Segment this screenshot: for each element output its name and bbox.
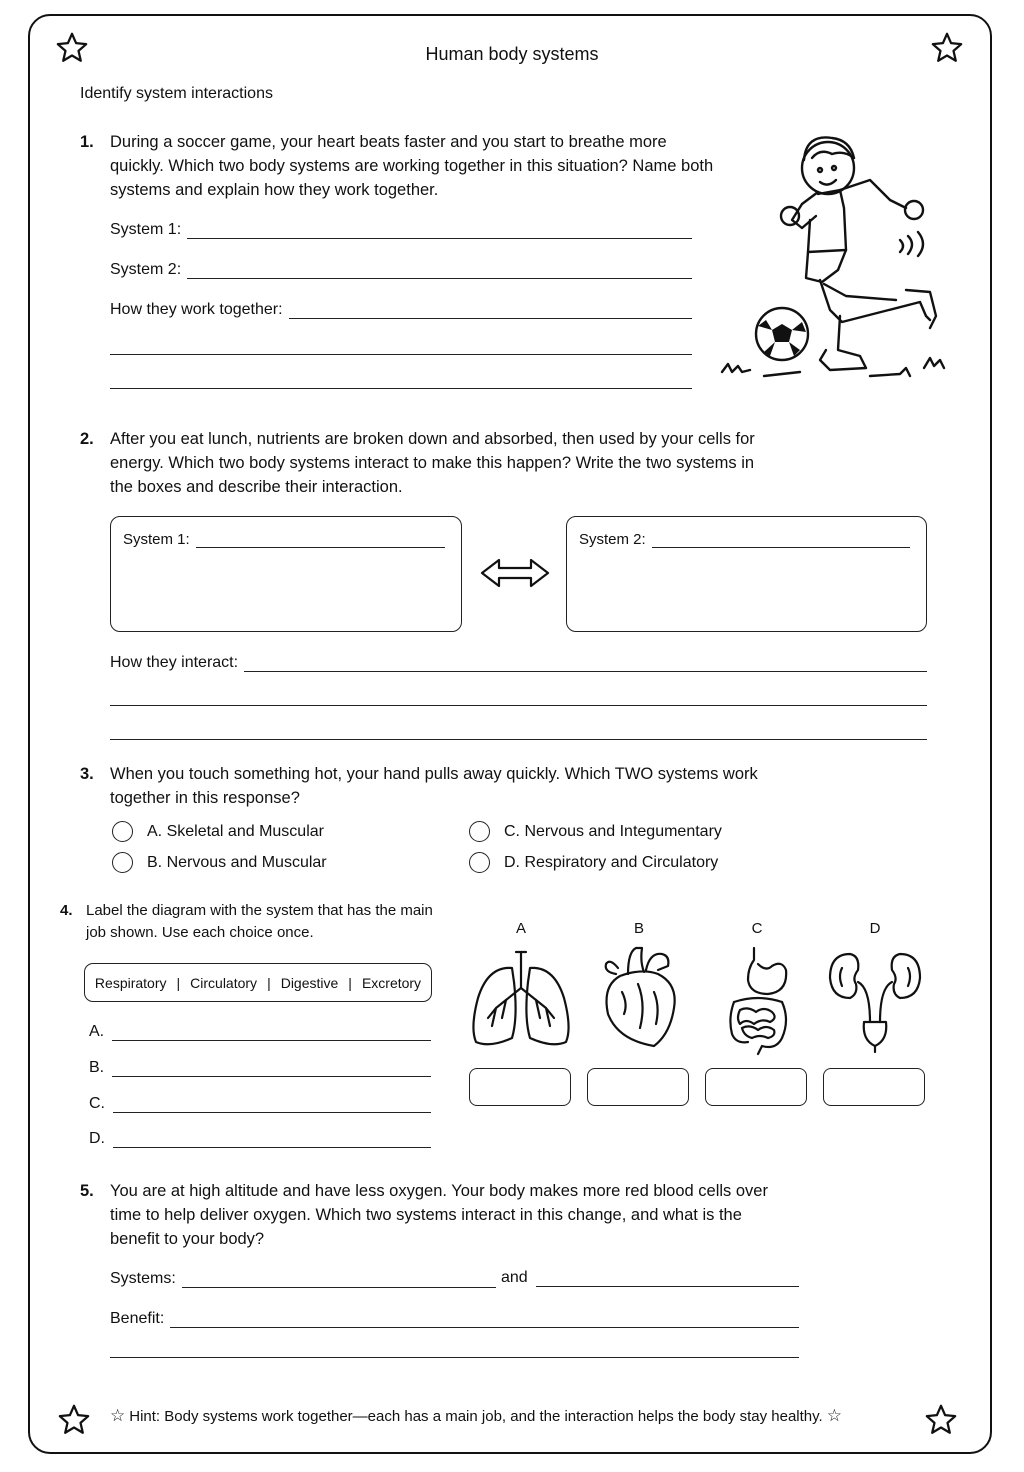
- diagram-letter: B: [633, 920, 644, 937]
- question-number: 2.: [80, 430, 94, 448]
- q1-explanation-field[interactable]: [110, 300, 692, 319]
- field-label: How they interact:: [110, 654, 239, 671]
- hint-text: Hint: Body systems work together—each has a main job, and the interaction helps the body stay healthy.: [129, 1407, 823, 1425]
- question-number: 5.: [80, 1182, 94, 1200]
- q2-system2-box[interactable]: [566, 516, 927, 632]
- double-arrow-icon: [479, 556, 551, 590]
- question-text: During a soccer game, your heart beats faster and you start to breathe more quickly. Which two body systems are working together in this situation? Name both systems and explain how they work together.: [110, 133, 714, 199]
- question-2: [80, 427, 780, 499]
- q4-answer-c[interactable]: [89, 1094, 431, 1113]
- word-bank-item: Respiratory: [94, 974, 167, 991]
- answer-letter: C.: [89, 1095, 105, 1112]
- q3-option-c[interactable]: [469, 821, 722, 842]
- field-label: System 1:: [110, 221, 182, 238]
- q3-option-d[interactable]: [469, 852, 718, 873]
- radio-circle[interactable]: [469, 821, 490, 842]
- question-1: [80, 130, 720, 202]
- q2-system1-field[interactable]: [123, 529, 445, 548]
- q4-answer-d[interactable]: [89, 1129, 431, 1148]
- field-label: Systems:: [110, 1270, 176, 1287]
- option-label: B. Nervous and Muscular: [147, 853, 327, 871]
- q3-option-a[interactable]: [112, 821, 324, 842]
- diagram-letter: A: [515, 920, 526, 937]
- q2-system1-box[interactable]: [110, 516, 462, 632]
- star-icon: [924, 1403, 958, 1437]
- q5-benefit-field[interactable]: [110, 1309, 799, 1328]
- question-text: After you eat lunch, nutrients are broken down and absorbed, then used by your cells for energy. Which two body systems interact to make this happen? Write the two systems in the boxes and describe their interaction.: [110, 430, 755, 496]
- field-label: Benefit:: [110, 1310, 165, 1327]
- field-label: System 2:: [110, 261, 182, 278]
- word-bank-item: Excretory: [361, 974, 422, 991]
- heart-icon: [598, 944, 682, 1052]
- question-3: [80, 762, 780, 810]
- answer-line[interactable]: [110, 739, 927, 740]
- option-label: D. Respiratory and Circulatory: [504, 853, 719, 871]
- diagram-letter: D: [869, 920, 881, 937]
- kidneys-icon: [826, 948, 924, 1054]
- word-bank: Respiratory | Circulatory | Digestive | Excretory: [84, 963, 432, 1002]
- diagram-label-box-a[interactable]: [469, 1068, 571, 1106]
- answer-letter: A.: [89, 1023, 105, 1040]
- star-icon: ☆: [110, 1406, 126, 1425]
- q2-system2-field[interactable]: [579, 529, 910, 548]
- diagram-letter: C: [751, 920, 763, 937]
- radio-circle[interactable]: [112, 821, 133, 842]
- digestive-tract-icon: [718, 946, 798, 1056]
- answer-letter: D.: [89, 1130, 105, 1147]
- lungs-icon: [468, 948, 574, 1050]
- field-label: System 2:: [579, 531, 646, 548]
- question-text: Label the diagram with the system that has the main job shown. Use each choice once.: [86, 902, 433, 941]
- and-label: and: [501, 1269, 528, 1286]
- question-number: 4.: [60, 902, 73, 919]
- answer-line[interactable]: [110, 354, 692, 355]
- q5-system2-line[interactable]: [536, 1286, 799, 1287]
- diagram-label-box-b[interactable]: [587, 1068, 689, 1106]
- answer-letter: B.: [89, 1059, 105, 1076]
- question-4: [60, 900, 440, 944]
- diagram-label-box-c[interactable]: [705, 1068, 807, 1106]
- field-label: How they work together:: [110, 301, 283, 318]
- option-label: A. Skeletal and Muscular: [147, 822, 324, 840]
- page-title: Human body systems: [425, 44, 599, 64]
- field-label: System 1:: [123, 531, 190, 548]
- word-bank-item: Circulatory: [190, 974, 258, 991]
- answer-line[interactable]: [110, 1357, 799, 1358]
- q1-system1-field[interactable]: [110, 220, 692, 239]
- q3-option-b[interactable]: [112, 852, 327, 873]
- question-number: 1.: [80, 133, 94, 151]
- answer-line[interactable]: [110, 388, 692, 389]
- diagram-label-box-d[interactable]: [823, 1068, 925, 1106]
- question-5: [80, 1179, 780, 1251]
- question-text: When you touch something hot, your hand pulls away quickly. Which TWO systems work together in this response?: [110, 765, 758, 807]
- page-subtitle: Identify system interactions: [80, 85, 273, 102]
- q4-answer-b[interactable]: [89, 1058, 431, 1077]
- question-number: 3.: [80, 765, 94, 783]
- q1-system2-field[interactable]: [110, 260, 692, 279]
- hint-footer: [106, 1406, 846, 1426]
- q2-interaction-field[interactable]: [110, 653, 927, 672]
- option-label: C. Nervous and Integumentary: [504, 822, 722, 840]
- star-icon: [57, 1403, 91, 1437]
- q4-answer-a[interactable]: [89, 1022, 431, 1041]
- answer-line[interactable]: [110, 705, 927, 706]
- soccer-player-illustration: [720, 120, 950, 382]
- q5-system1-field[interactable]: [110, 1269, 496, 1288]
- question-text: You are at high altitude and have less oxygen. Your body makes more red blood cells over time to help deliver oxygen. Which two systems interact in this change, and what is the benefit to your body?: [110, 1182, 768, 1248]
- radio-circle[interactable]: [469, 852, 490, 873]
- word-bank-item: Digestive: [280, 974, 339, 991]
- radio-circle[interactable]: [112, 852, 133, 873]
- star-icon: ☆: [826, 1406, 842, 1425]
